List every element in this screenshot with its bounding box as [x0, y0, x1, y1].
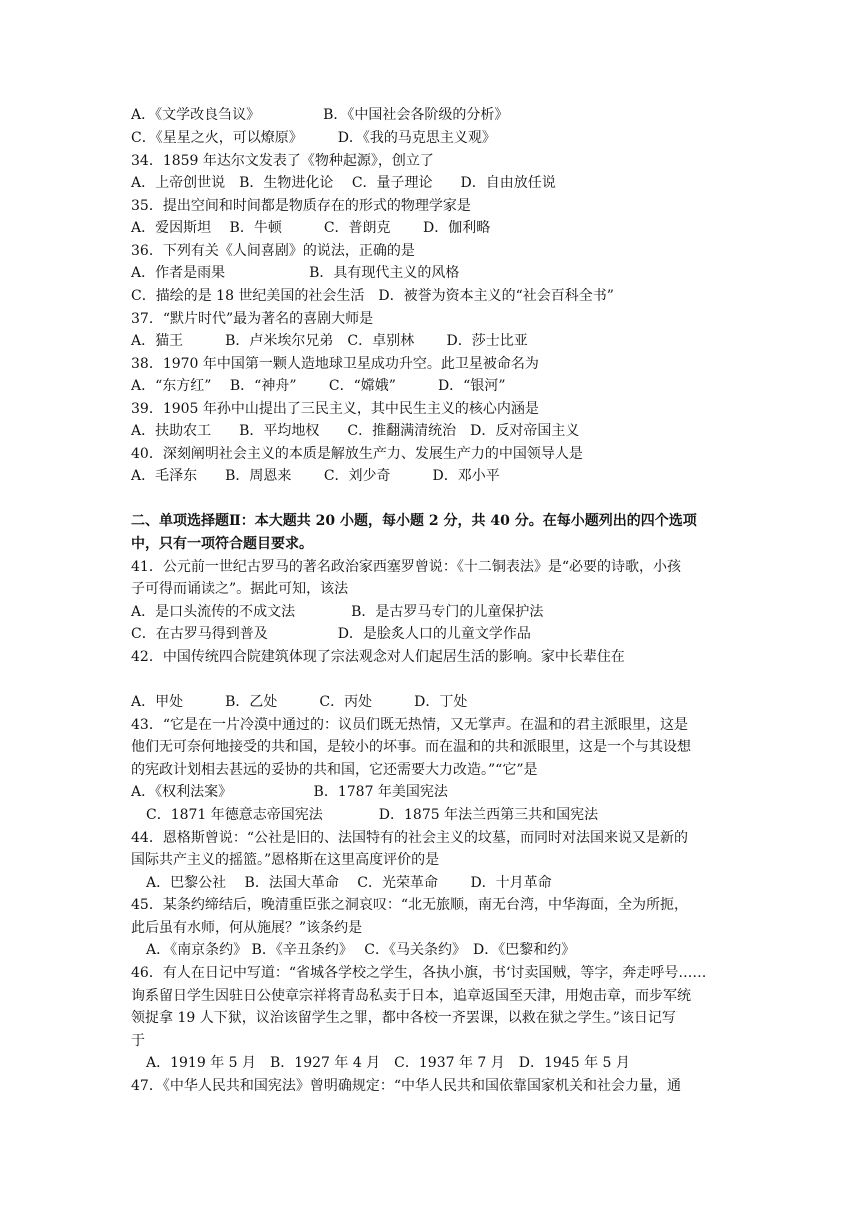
q46-stem-cont1: 询系留日学生因驻日公使章宗祥将青岛私卖于日本，追章返国至天津，用炮击章，而步军统: [131, 988, 691, 1004]
q38-options: A．“东方红” B．“神舟” C．“嫦娥” D．“银河”: [131, 378, 506, 394]
q43-options-cd: C．1871 年德意志帝国宪法 D．1875 年法兰西第三共和国宪法: [146, 807, 599, 823]
q43-stem: 43．“它是在一片冷漠中通过的：议员们既无热情，又无掌声。在温和的君主派眼里，这是: [131, 717, 688, 733]
q45-stem-cont: 此后虽有水师，何从施展？”该条约是: [131, 920, 363, 936]
q46-stem-cont3: 于: [131, 1033, 145, 1049]
q33-options-cd: C．《星星之火，可以燎原》 D．《我的马克思主义观》: [131, 130, 496, 146]
q46-stem-cont2: 领捉拿 19 人下狱，议治该留学生之罪，都中各校一齐罢课，以救在狱之学生。”该日记写: [131, 1010, 676, 1026]
q36-options-cd: C．描绘的是 18 世纪美国的社会生活 D．被誉为资本主义的“社会百科全书”: [131, 288, 614, 304]
section-heading-cont: 中，只有一项符合题目要求。: [131, 536, 313, 552]
q41-options-cd: C．在古罗马得到普及 D．是脍炙人口的儿童文学作品: [131, 626, 531, 642]
q34-options: A．上帝创世说 B．生物进化论 C．量子理论 D．自由放任说: [131, 175, 556, 191]
q41-options-ab: A．是口头流传的不成文法 B．是古罗马专门的儿童保护法: [131, 604, 544, 620]
q35-stem: 35．提出空间和时间都是物质存在的形式的物理学家是: [131, 198, 471, 214]
q33-options-ab: A．《文学改良刍议》 B．《中国社会各阶级的分析》: [131, 107, 509, 123]
q41-stem: 41．公元前一世纪古罗马的著名政治家西塞罗曾说：《十二铜表法》是“必要的诗歌，小孩: [131, 559, 681, 575]
q38-stem: 38．1970 年中国第一颗人造地球卫星成功升空。此卫星被命名为: [131, 356, 539, 372]
q34-stem: 34．1859 年达尔文发表了《物种起源》，创立了: [131, 153, 434, 169]
q44-stem: 44．恩格斯曾说：“公社是旧的、法国特有的社会主义的坟墓，而同时对法国来说又是新的: [131, 830, 688, 846]
q36-stem: 36．下列有关《人间喜剧》的说法，正确的是: [131, 243, 415, 259]
q36-options-ab: A．作者是雨果 B．具有现代主义的风格: [131, 265, 460, 281]
q40-options: A．毛泽东 B．周恩来 C．刘少奇 D．邓小平: [131, 468, 500, 484]
q39-stem: 39．1905 年孙中山提出了三民主义，其中民生主义的核心内涵是: [131, 401, 539, 417]
q43-stem-cont1: 他们无可奈何地接受的共和国，是较小的坏事。而在温和的共和派眼里，这是一个与其设想: [131, 739, 691, 755]
q44-stem-cont: 国际共产主义的摇篮。”恩格斯在这里高度评价的是: [131, 852, 440, 868]
q42-stem: 42．中国传统四合院建筑体现了宗法观念对人们起居生活的影响。家中长辈住在: [131, 649, 625, 665]
q47-stem: 47．《中华人民共和国宪法》曾明确规定：“中华人民共和国依靠国家机关和社会力量，通: [131, 1078, 681, 1094]
q45-stem: 45．某条约缔结后，晚清重臣张之洞哀叹：“北无旅顺，南无台湾，中华海面，全为所扼，: [131, 897, 688, 913]
q42-options: A．甲处 B．乙处 C．丙处 D．丁处: [131, 694, 468, 710]
q43-stem-cont2: 的宪政计划相去甚远的妥协的共和国，它还需要大力改造。”“它”是: [131, 762, 538, 778]
q45-options: A．《南京条约》 B．《辛丑条约》 C．《马关条约》 D．《巴黎和约》: [146, 942, 576, 958]
section-heading: 二、单项选择题Ⅱ：本大题共 20 小题，每小题 2 分，共 40 分。在每小题列出的四个选项: [131, 513, 697, 529]
q41-stem-cont: 子可得而诵读之”。据此可知，该法: [131, 581, 349, 597]
q46-stem: 46．有人在日记中写道：“省城各学校之学生，各执小旗，书‘讨卖国贼，等字，奔走呼号……: [131, 965, 707, 981]
q37-stem: 37．“默片时代”最为著名的喜剧大师是: [131, 311, 374, 327]
q43-options-ab: A．《权利法案》 B．1787 年美国宪法: [131, 784, 448, 800]
q35-options: A．爱因斯坦 B．牛顿 C．普朗克 D．伽利略: [131, 220, 491, 236]
q44-options: A．巴黎公社 B．法国大革命 C．光荣革命 D．十月革命: [146, 875, 552, 891]
q39-options: A．扶助农工 B．平均地权 C．推翻满清统治 D．反对帝国主义: [131, 423, 580, 439]
q40-stem: 40．深刻阐明社会主义的本质是解放生产力、发展生产力的中国领导人是: [131, 446, 583, 462]
q46-options: A．1919 年 5 月 B．1927 年 4 月 C．1937 年 7 月 D．1945 年 5 月: [146, 1055, 630, 1071]
q37-options: A．猫王 B．卢米埃尔兄弟 C．卓别林 D．莎士比亚: [131, 333, 528, 349]
